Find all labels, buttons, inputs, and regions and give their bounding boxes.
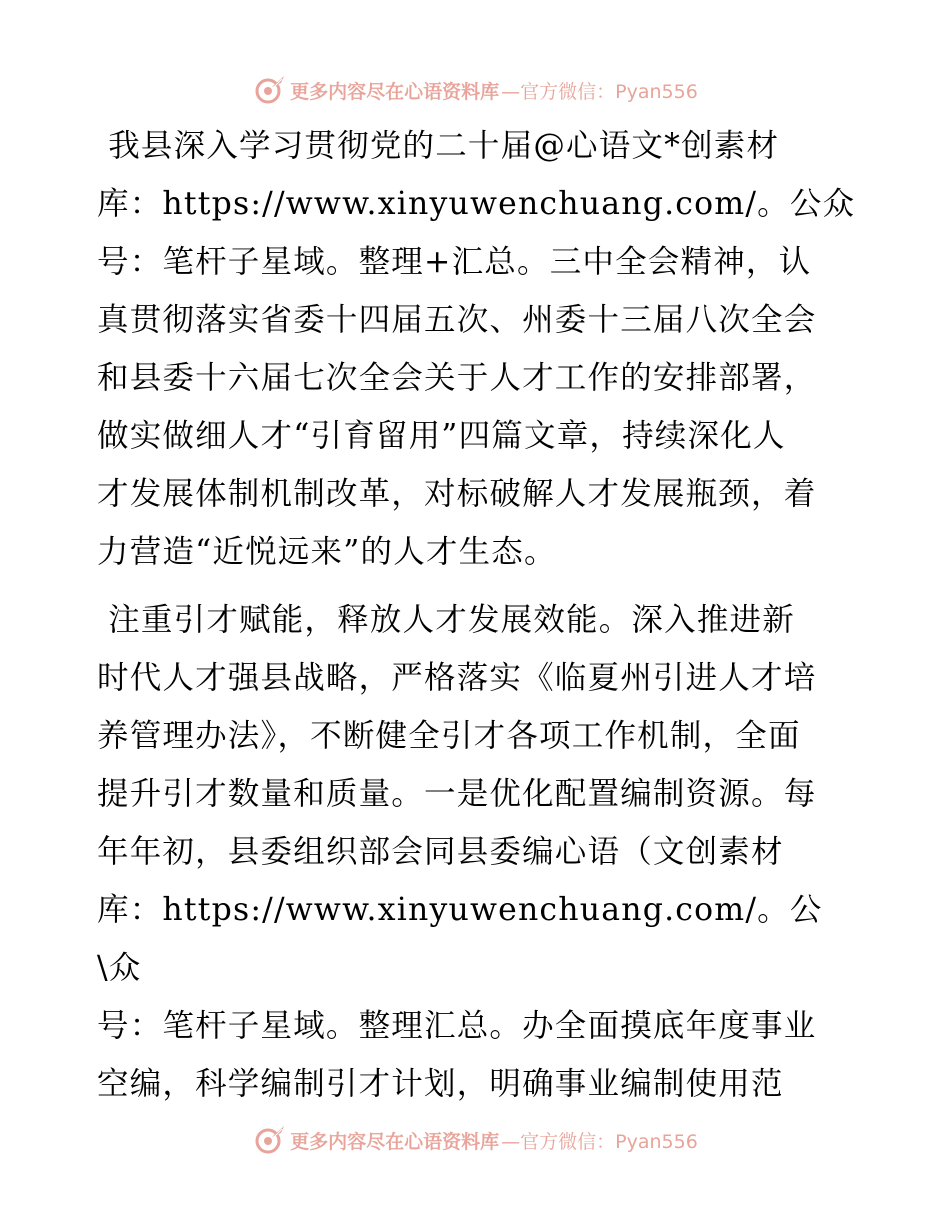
text-line: 做实做细人才“引育留用”四篇文章，持续深化人 xyxy=(97,418,786,454)
header-watermark-banner xyxy=(0,72,950,108)
paragraph xyxy=(97,591,857,1113)
text-line: 号：笔杆子星域。整理汇总。办全面摸底年度事业 xyxy=(97,1008,817,1044)
header-banner-sub-text: —官方微信：Pyan556 xyxy=(501,80,698,103)
text-line: 提升引才数量和质量。一是优化配置编制资源。每 xyxy=(97,776,817,812)
quill-circle-logo-icon xyxy=(252,73,286,107)
text-line: 才发展体制机制改革，对标破解人才发展瓶颈，着 xyxy=(97,476,817,512)
text-line: 时代人才强县战略，严格落实《临夏州引进人才培 xyxy=(97,660,817,696)
text-line: 真贯彻落实省委十四届五次、州委十三届八次全会 xyxy=(97,302,817,338)
text-line: 我县深入学习贯彻党的二十届@心语文*创素材 xyxy=(97,128,780,164)
footer-watermark-banner xyxy=(0,1122,950,1158)
text-line: 号：笔杆子星域。整理+汇总。三中全会精神，认 xyxy=(97,244,812,280)
text-line: 年年初，县委组织部会同县委编心语（文创素材 xyxy=(97,834,784,870)
footer-banner-main-text: 更多内容尽在心语资料库 xyxy=(290,1130,500,1153)
document-body xyxy=(97,117,857,1113)
footer-banner-sub-text: —官方微信：Pyan556 xyxy=(501,1130,698,1153)
header-banner-main-text: 更多内容尽在心语资料库 xyxy=(290,80,500,103)
quill-circle-logo-icon xyxy=(252,1123,286,1157)
text-line: 注重引才赋能，释放人才发展效能。深入推进新 xyxy=(97,602,795,638)
text-line: 空编，科学编制引才计划，明确事业编制使用范 xyxy=(97,1066,784,1102)
text-line: 力营造“近悦远来”的人才生态。 xyxy=(97,534,557,570)
text-line: 和县委十六届七次全会关于人才工作的安排部署， xyxy=(97,360,817,396)
text-line: 库：https://www.xinyuwenchuang.com/。公众 xyxy=(97,186,856,222)
text-line: 养管理办法》，不断健全引才各项工作机制，全面 xyxy=(97,718,801,754)
text-line: 库：https://www.xinyuwenchuang.com/。公\众 xyxy=(97,892,823,986)
paragraph xyxy=(97,117,857,581)
paragraph-spacer xyxy=(97,581,857,591)
